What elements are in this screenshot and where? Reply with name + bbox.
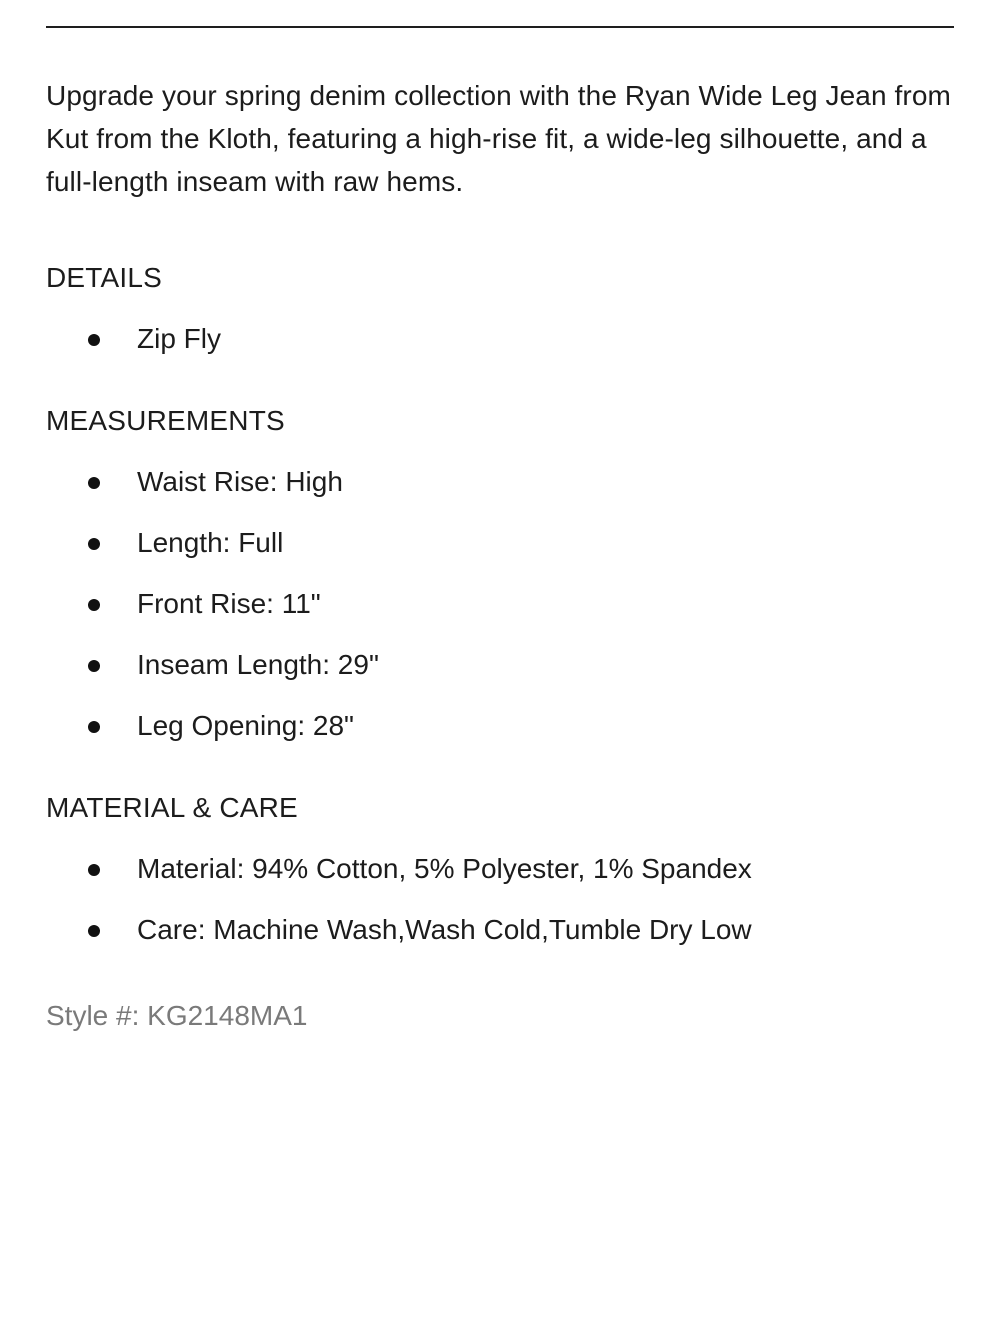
style-number: Style #: KG2148MA1	[46, 1000, 308, 1031]
bullet-icon	[88, 864, 100, 876]
bullet-icon	[88, 334, 100, 346]
measurement-item-text: Front Rise: 11"	[137, 588, 321, 619]
details-heading: DETAILS	[46, 262, 163, 293]
measurement-item-text: Leg Opening: 28"	[137, 710, 354, 741]
details-list	[46, 322, 954, 356]
measurement-item	[46, 526, 954, 560]
measurement-item	[46, 587, 954, 621]
bullet-icon	[88, 721, 100, 733]
details-item	[46, 322, 954, 356]
bullet-icon	[88, 477, 100, 489]
measurement-item	[46, 648, 954, 682]
bullet-icon	[88, 538, 100, 550]
material-care-item-text: Care: Machine Wash,Wash Cold,Tumble Dry Low	[137, 914, 752, 945]
details-item-text: Zip Fly	[137, 323, 221, 354]
measurement-item-text: Waist Rise: High	[137, 466, 343, 497]
measurement-item	[46, 465, 954, 499]
bullet-icon	[88, 599, 100, 611]
bullet-icon	[88, 660, 100, 672]
material-care-item	[46, 852, 954, 886]
material-care-item	[46, 913, 954, 947]
measurement-item	[46, 709, 954, 743]
measurement-item-text: Inseam Length: 29"	[137, 649, 379, 680]
material-care-heading: MATERIAL & CARE	[46, 792, 298, 823]
bullet-icon	[88, 925, 100, 937]
measurements-list	[46, 465, 954, 743]
product-description: Upgrade your spring denim collection with the Ryan Wide Leg Jean from Kut from the Kloth, featuring a high-rise fit, a wide-leg silhouette, and a full-length inseam with raw hems.	[46, 80, 951, 197]
measurement-item-text: Length: Full	[137, 527, 284, 558]
material-care-list	[46, 852, 954, 947]
section-divider	[46, 26, 954, 28]
measurements-heading: MEASUREMENTS	[46, 405, 285, 436]
product-description-panel	[46, 74, 954, 1033]
material-care-item-text: Material: 94% Cotton, 5% Polyester, 1% Spandex	[137, 853, 752, 884]
